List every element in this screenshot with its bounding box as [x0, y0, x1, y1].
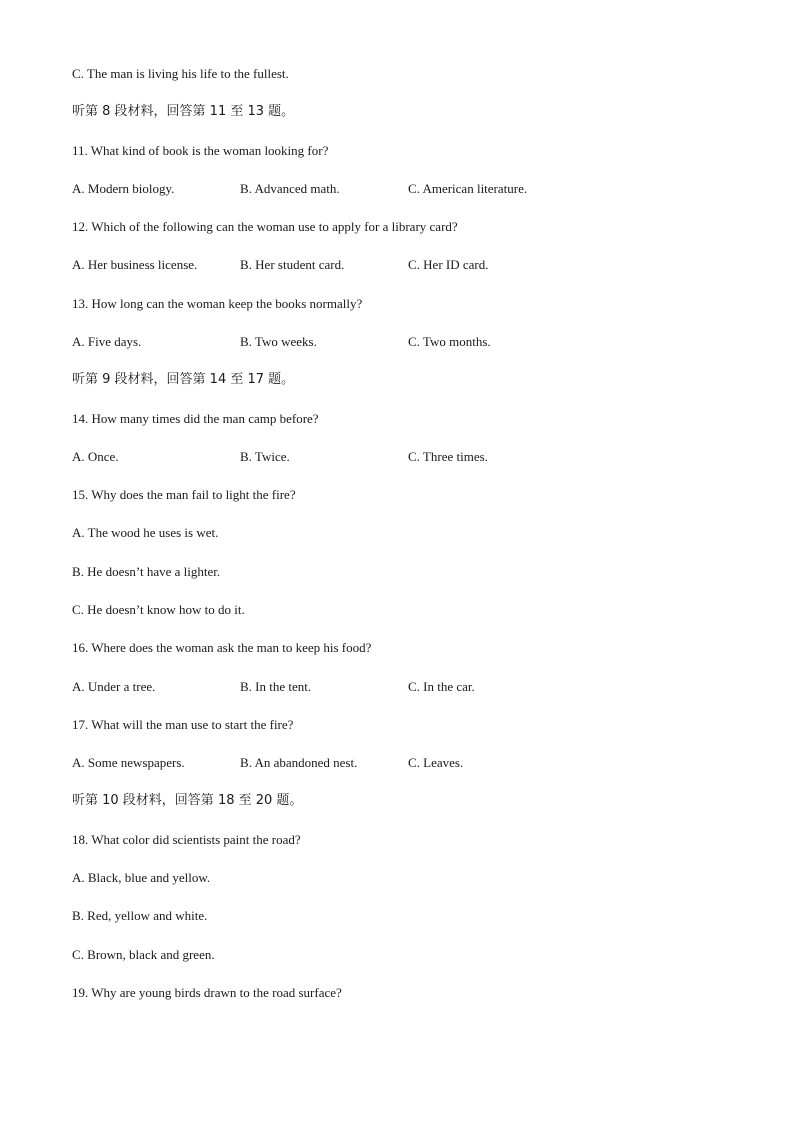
question-12: 12. Which of the following can the woman use to apply for a library card?	[72, 219, 458, 234]
section-10-instruction: 听第 10 段材料，回答第 18 至 20 题。	[72, 793, 303, 808]
option-a: A. Once.	[72, 449, 119, 464]
option-b: B. Her student card.	[240, 257, 345, 272]
question-15-option-a: A. The wood he uses is wet.	[72, 525, 219, 540]
option-c: C. Leaves.	[408, 755, 464, 770]
question-19: 19. Why are young birds drawn to the road surface?	[72, 985, 342, 1000]
question-15-option-c: C. He doesn’t know how to do it.	[72, 602, 245, 617]
option-a: A. Five days.	[72, 334, 142, 349]
section-9-instruction: 听第 9 段材料，回答第 14 至 17 题。	[72, 372, 295, 387]
question-16: 16. Where does the woman ask the man to keep his food?	[72, 640, 372, 655]
option-c: C. Her ID card.	[408, 257, 489, 272]
question-18-option-b: B. Red, yellow and white.	[72, 908, 208, 923]
question-18-option-c: C. Brown, black and green.	[72, 947, 215, 962]
question-17: 17. What will the man use to start the fire?	[72, 717, 294, 732]
question-15: 15. Why does the man fail to light the fire?	[72, 487, 296, 502]
question-14: 14. How many times did the man camp before?	[72, 411, 319, 426]
question-13: 13. How long can the woman keep the books normally?	[72, 296, 363, 311]
option-c: C. In the car.	[408, 679, 475, 694]
option-b: B. Two weeks.	[240, 334, 317, 349]
option-b: B. In the tent.	[240, 679, 312, 694]
question-15-option-b: B. He doesn’t have a lighter.	[72, 564, 221, 579]
option-a: A. Her business license.	[72, 257, 198, 272]
option-c: C. Three times.	[408, 449, 488, 464]
question-11: 11. What kind of book is the woman looking for?	[72, 143, 329, 158]
option-b: B. Advanced math.	[240, 181, 340, 196]
option-b: B. An abandoned nest.	[240, 755, 358, 770]
option-c-prev: C. The man is living his life to the fullest.	[72, 66, 289, 81]
question-18-option-a: A. Black, blue and yellow.	[72, 870, 211, 885]
option-c: C. Two months.	[408, 334, 491, 349]
question-18: 18. What color did scientists paint the road?	[72, 832, 301, 847]
section-8-instruction: 听第 8 段材料，回答第 11 至 13 题。	[72, 104, 295, 119]
option-a: A. Some newspapers.	[72, 755, 185, 770]
option-a: A. Modern biology.	[72, 181, 175, 196]
option-c: C. American literature.	[408, 181, 528, 196]
option-a: A. Under a tree.	[72, 679, 156, 694]
option-b: B. Twice.	[240, 449, 290, 464]
